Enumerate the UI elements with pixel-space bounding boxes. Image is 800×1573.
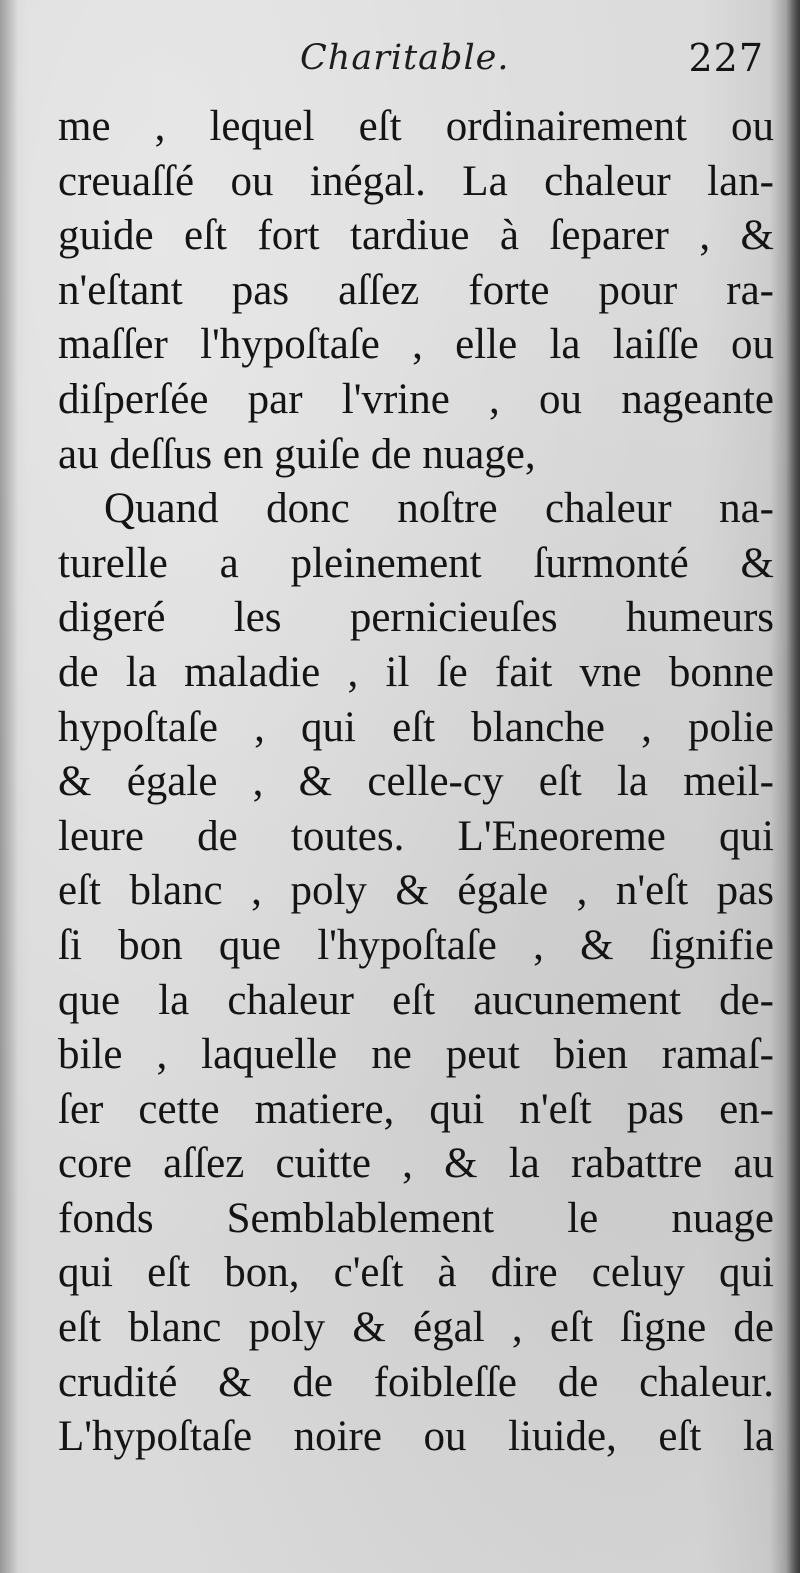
- text-line: crudité & de foibleſſe de chaleur.: [58, 1358, 774, 1406]
- text-line: hypoſtaſe , qui eſt blanche , polie: [58, 703, 774, 751]
- text-line: diſperſée par l'vrine , ou nageante: [58, 375, 774, 423]
- text-line: & égale , & celle-cy eſt la meil-: [58, 758, 774, 806]
- text-line: eſt blanc , poly & égale , n'eſt pas: [58, 867, 774, 915]
- text-line: guide eſt fort tardiue à ſeparer , &: [58, 212, 774, 260]
- page-gutter-shadow: [0, 0, 18, 1573]
- text-line: qui eſt bon, c'eſt à dire celuy qui: [58, 1249, 774, 1297]
- text-line: au deſſus en guiſe de nuage,: [58, 430, 536, 478]
- body-text: [58, 100, 774, 1465]
- text-line: eſt blanc poly & égal , eſt ſigne de: [58, 1304, 774, 1352]
- text-line: turelle a pleinement ſurmonté &: [58, 539, 774, 587]
- text-line: Quand donc noſtre chaleur na-: [104, 485, 774, 533]
- page-edge-shadow: [786, 0, 800, 1573]
- running-head: Charitable.: [300, 38, 510, 78]
- text-line: creuaſſé ou inégal. La chaleur lan-: [58, 157, 774, 205]
- text-line: n'eſtant pas aſſez forte pour ra-: [58, 266, 774, 314]
- text-line: maſſer l'hypoſtaſe , elle la laiſſe ou: [58, 321, 774, 369]
- text-line: que la chaleur eſt aucunement de-: [58, 976, 774, 1024]
- text-line: ſi bon que l'hypoſtaſe , & ſignifie: [58, 921, 774, 969]
- text-line: core aſſez cuitte , & la rabattre au: [58, 1140, 774, 1188]
- text-line: fonds Semblablement le nuage: [58, 1194, 774, 1242]
- text-line: me , lequel eſt ordinairement ou: [58, 103, 774, 150]
- text-line: de la maladie , il ſe fait vne bonne: [58, 648, 774, 696]
- text-line: L'hypoſtaſe noire ou liuide, eſt la: [58, 1413, 774, 1461]
- text-line: leure de toutes. L'Eneoreme qui: [58, 812, 774, 860]
- page-number: 227: [688, 36, 764, 80]
- text-line: digeré les pernicieuſes humeurs: [58, 594, 774, 642]
- text-line: ſer cette matiere, qui n'eſt pas en-: [58, 1085, 774, 1133]
- text-line: bile , laquelle ne peut bien ramaſ-: [58, 1031, 774, 1079]
- page-header: [60, 36, 770, 96]
